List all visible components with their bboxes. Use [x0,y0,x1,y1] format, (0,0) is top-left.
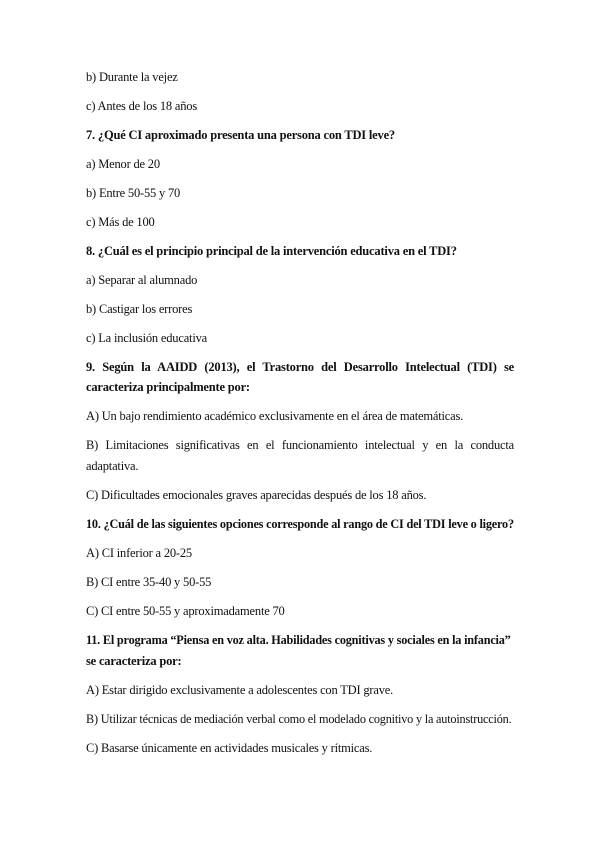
option-8a: a) Separar al alumnado [86,273,198,287]
option-8c: c) La inclusión educativa [86,331,207,345]
option-9a: A) Un bajo rendimiento académico exclusivamente en el área de matemáticas. [86,409,464,423]
option-8b: b) Castigar los errores [86,302,193,316]
option-9c: C) Dificultades emocionales graves aparecidas después de los 18 años. [86,488,427,502]
question-10: 10. ¿Cuál de las siguientes opciones corresponde al rango de CI del TDI leve o ligero? [86,517,514,531]
option-6b: b) Durante la vejez [86,70,178,84]
question-11-line-2: se caracteriza por: [86,654,182,668]
question-7: 7. ¿Qué CI aproximado presenta una persona con TDI leve? [86,128,395,142]
option-6c: c) Antes de los 18 años [86,99,198,113]
option-9b-line-1: B) Limitaciones significativas en el funcionamiento intelectual y en la conducta [86,438,514,452]
option-9b-line-2: adaptativa. [86,459,139,473]
option-10c: C) CI entre 50-55 y aproximadamente 70 [86,604,285,618]
option-11b: B) Utilizar técnicas de mediación verbal como el modelado cognitivo y la autoinstrucción. [86,712,512,726]
question-9-line-1: 9. Según la AAIDD (2013), el Trastorno del Desarrollo Intelectual (TDI) se [86,360,514,374]
option-7a: a) Menor de 20 [86,157,160,171]
option-7b: b) Entre 50-55 y 70 [86,186,181,200]
question-9-line-2: caracteriza principalmente por: [86,380,250,394]
question-8: 8. ¿Cuál es el principio principal de la intervención educativa en el TDI? [86,244,457,258]
option-10b: B) CI entre 35-40 y 50-55 [86,575,212,589]
option-11c: C) Basarse únicamente en actividades musicales y rítmicas. [86,741,373,755]
option-7c: c) Más de 100 [86,215,155,229]
option-10a: A) CI inferior a 20-25 [86,546,192,560]
option-11a: A) Estar dirigido exclusivamente a adolescentes con TDI grave. [86,683,394,697]
question-11-line-1: 11. El programa “Piensa en voz alta. Habilidades cognitivas y sociales en la infancia” [86,633,511,647]
